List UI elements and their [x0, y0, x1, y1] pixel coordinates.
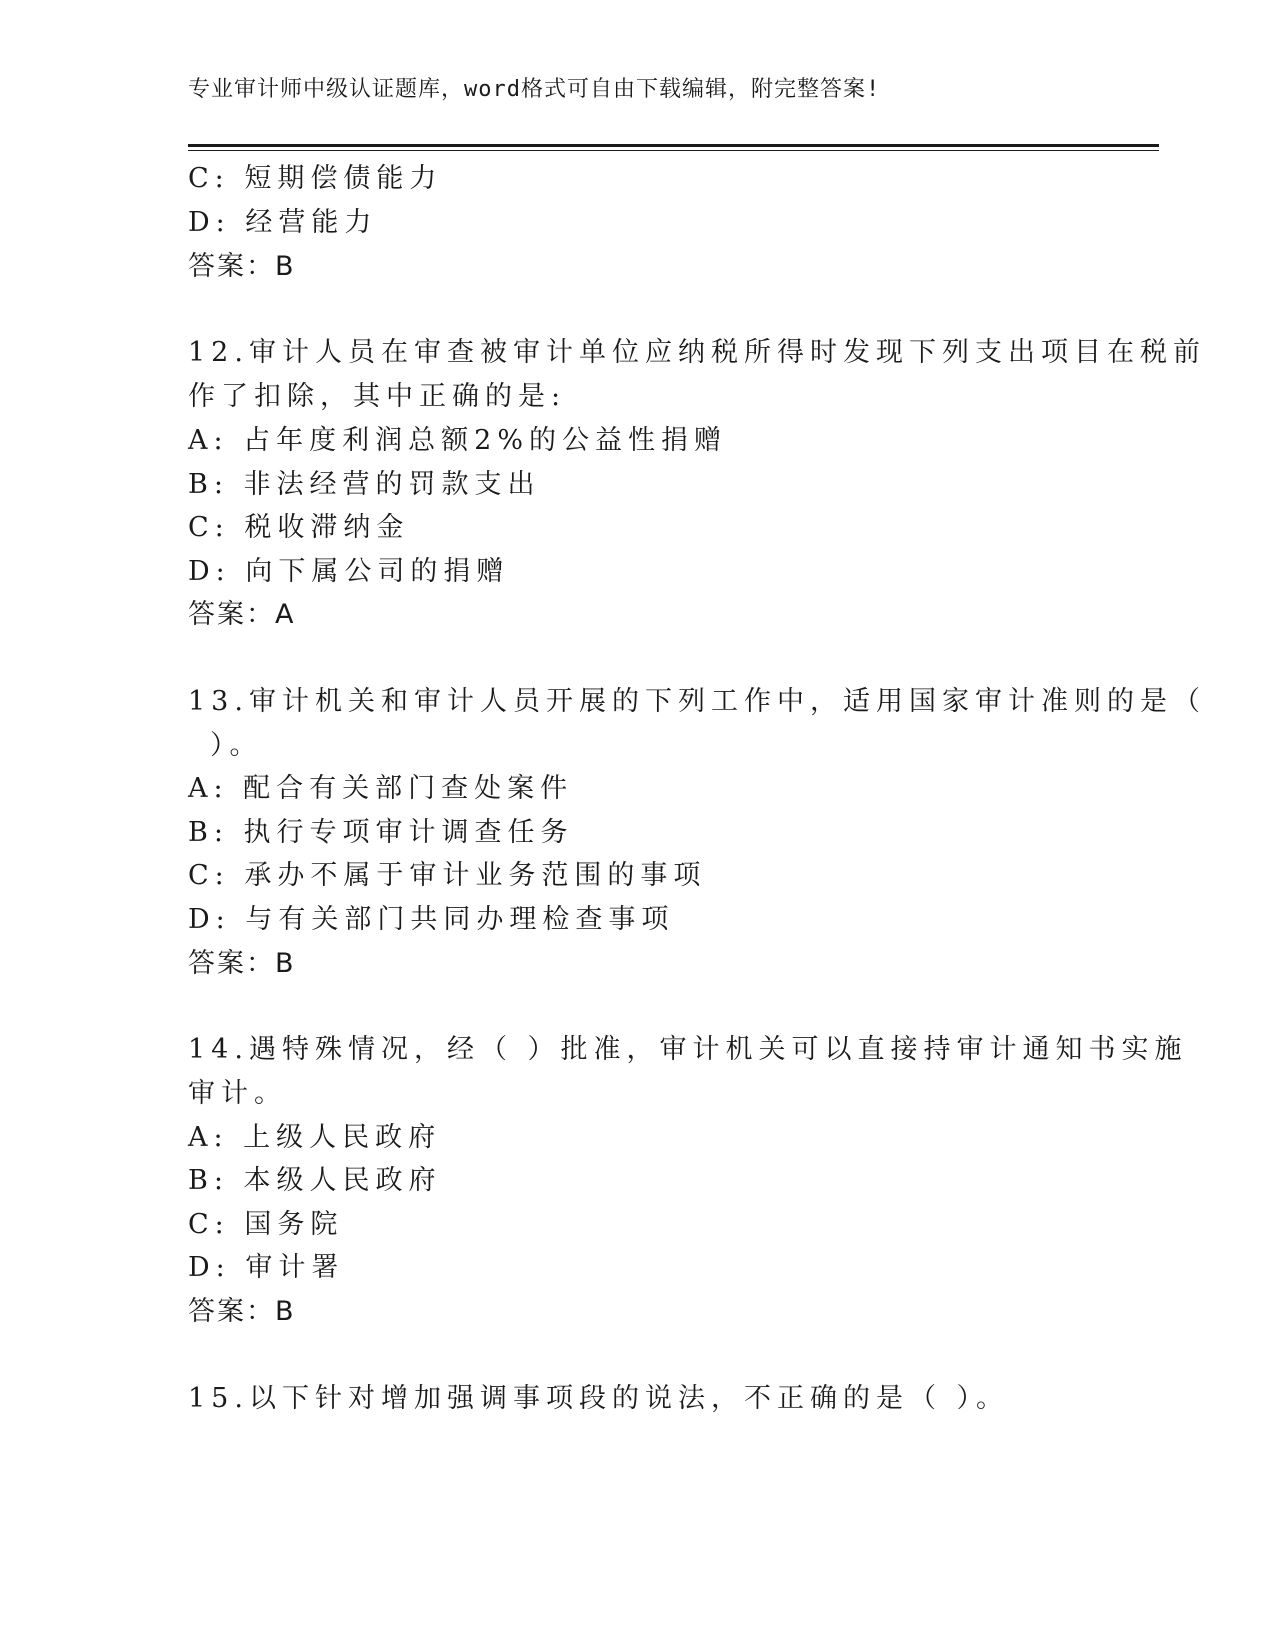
question-14-option-c: C: 国务院 [188, 1209, 344, 1240]
question-14-answer: 答案：B [188, 1296, 296, 1327]
question-12-option-b: B: 非法经营的罚款支出 [188, 469, 541, 500]
header-divider [188, 144, 1159, 151]
question-12-stem-line-1: 12.审计人员在审查被审计单位应纳税所得时发现下列支出项目在税前 [188, 337, 1206, 368]
question-13-stem-line-2: ）。 [210, 730, 263, 761]
question-14-stem-line-2: 审计。 [188, 1078, 287, 1109]
question-14-stem-line-1: 14.遇特殊情况，经（ ）批准，审计机关可以直接持审计通知书实施 [188, 1034, 1188, 1065]
question-13-answer: 答案：B [188, 948, 296, 979]
question-13-stem-line-1: 13.审计机关和审计人员开展的下列工作中，适用国家审计准则的是（ [188, 686, 1206, 717]
answer-line: 答案：B [188, 251, 296, 282]
question-14-option-b: B: 本级人民政府 [188, 1165, 442, 1196]
question-12-option-c: C: 税收滞纳金 [188, 512, 410, 543]
question-12-answer: 答案：A [188, 599, 296, 630]
question-13-option-c: C: 承办不属于审计业务范围的事项 [188, 860, 707, 891]
option-c: C: 短期偿债能力 [188, 163, 443, 194]
question-14-option-a: A: 上级人民政府 [188, 1122, 442, 1153]
question-13-option-b: B: 执行专项审计调查任务 [188, 817, 574, 848]
question-14-option-d: D: 审计署 [188, 1252, 345, 1283]
question-13-option-d: D: 与有关部门共同办理检查事项 [188, 904, 675, 935]
question-12-option-a: A: 占年度利润总额2%的公益性捐赠 [188, 425, 728, 456]
question-15-stem-line-1: 15.以下针对增加强调事项段的说法，不正确的是（ ）。 [188, 1383, 1010, 1414]
option-d: D: 经营能力 [188, 207, 378, 238]
question-12-option-d: D: 向下属公司的捐赠 [188, 556, 510, 587]
page-header: 专业审计师中级认证题库，word格式可自由下载编辑，附完整答案! [188, 77, 881, 102]
question-13-option-a: A: 配合有关部门查处案件 [188, 773, 574, 804]
question-12-stem-line-2: 作了扣除，其中正确的是: [188, 381, 567, 412]
